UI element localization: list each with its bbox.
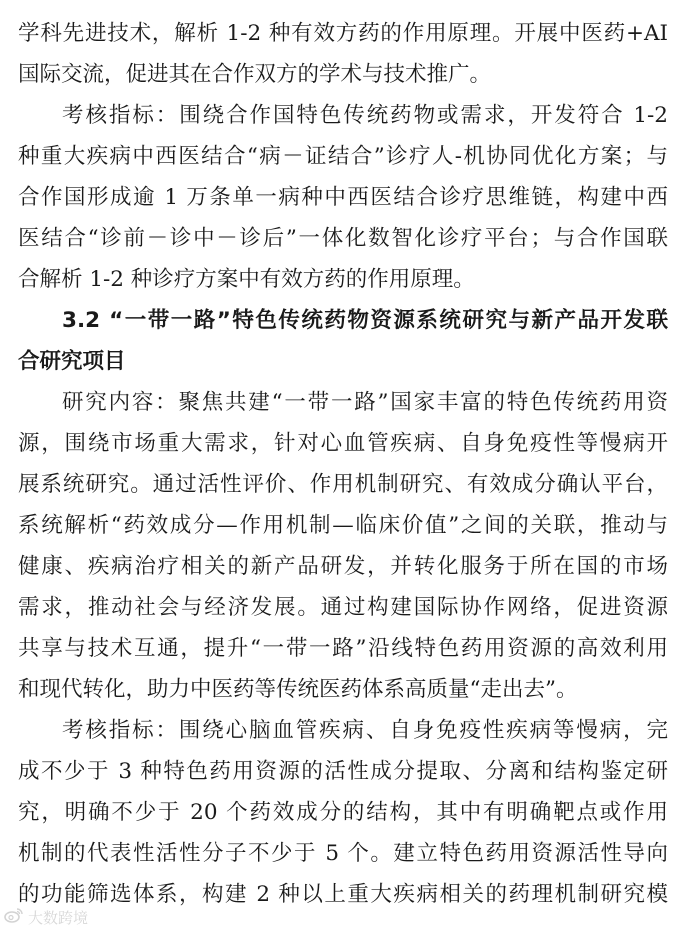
- text-line: 究，明确不少于 20 个药效成分的结构，其中有明确靶点或作用: [18, 800, 668, 825]
- text-line: 源，围绕市场重大需求，针对心血管疾病、自身免疫性等慢病开: [18, 431, 668, 456]
- text-line: 健康、疾病治疗相关的新产品研发，并转化服务于所在国的市场: [18, 554, 668, 579]
- section-heading: 合研究项目: [18, 349, 126, 374]
- section-heading: 3.2 “一带一路”特色传统药物资源系统研究与新产品开发联: [62, 308, 668, 333]
- text-line: 系统解析“药效成分—作用机制—临床价值”之间的关联，推动与: [18, 513, 668, 538]
- text-line: 医结合“诊前－诊中－诊后”一体化数智化诊疗平台；与合作国联: [18, 226, 668, 251]
- text-line: 考核指标：围绕心脑血管疾病、自身免疫性疾病等慢病，完: [62, 718, 668, 743]
- text-line: 学科先进技术，解析 1-2 种有效方药的作用原理。开展中医药+AI: [18, 21, 668, 46]
- text-line: 需求，推动社会与经济发展。通过构建国际协作网络，促进资源: [18, 595, 668, 620]
- text-line: 合作国形成逾 1 万条单一病种中西医结合诊疗思维链，构建中西: [18, 185, 668, 210]
- text-line: 合解析 1-2 种诊疗方案中有效方药的作用原理。: [18, 267, 475, 292]
- text-line: 展系统研究。通过活性评价、作用机制研究、有效成分确认平台，: [18, 472, 668, 497]
- text-line: 成不少于 3 种特色药用资源的活性成分提取、分离和结构鉴定研: [18, 759, 668, 784]
- text-line: 考核指标：围绕合作国特色传统药物或需求，开发符合 1-2: [62, 103, 668, 128]
- text-line: 研究内容：聚焦共建“一带一路”国家丰富的特色传统药用资: [62, 390, 668, 415]
- text-line: 国际交流，促进其在合作双方的学术与技术推广。: [18, 62, 492, 87]
- watermark-text: 大数跨境: [28, 908, 89, 927]
- watermark: [4, 907, 88, 927]
- weibo-logo-icon: [4, 906, 24, 928]
- text-line: 机制的代表性活性分子不少于 5 个。建立特色药用资源活性导向: [18, 841, 668, 866]
- text-line: 的功能筛选体系，构建 2 种以上重大疾病相关的药理机制研究模: [18, 882, 668, 907]
- text-line: 和现代转化，助力中医药等传统医药体系高质量“走出去”。: [18, 677, 578, 702]
- text-line: 种重大疾病中西医结合“病－证结合”诊疗人-机协同优化方案；与: [18, 144, 668, 169]
- text-line: 共享与技术互通，提升“一带一路”沿线特色药用资源的高效利用: [18, 636, 668, 661]
